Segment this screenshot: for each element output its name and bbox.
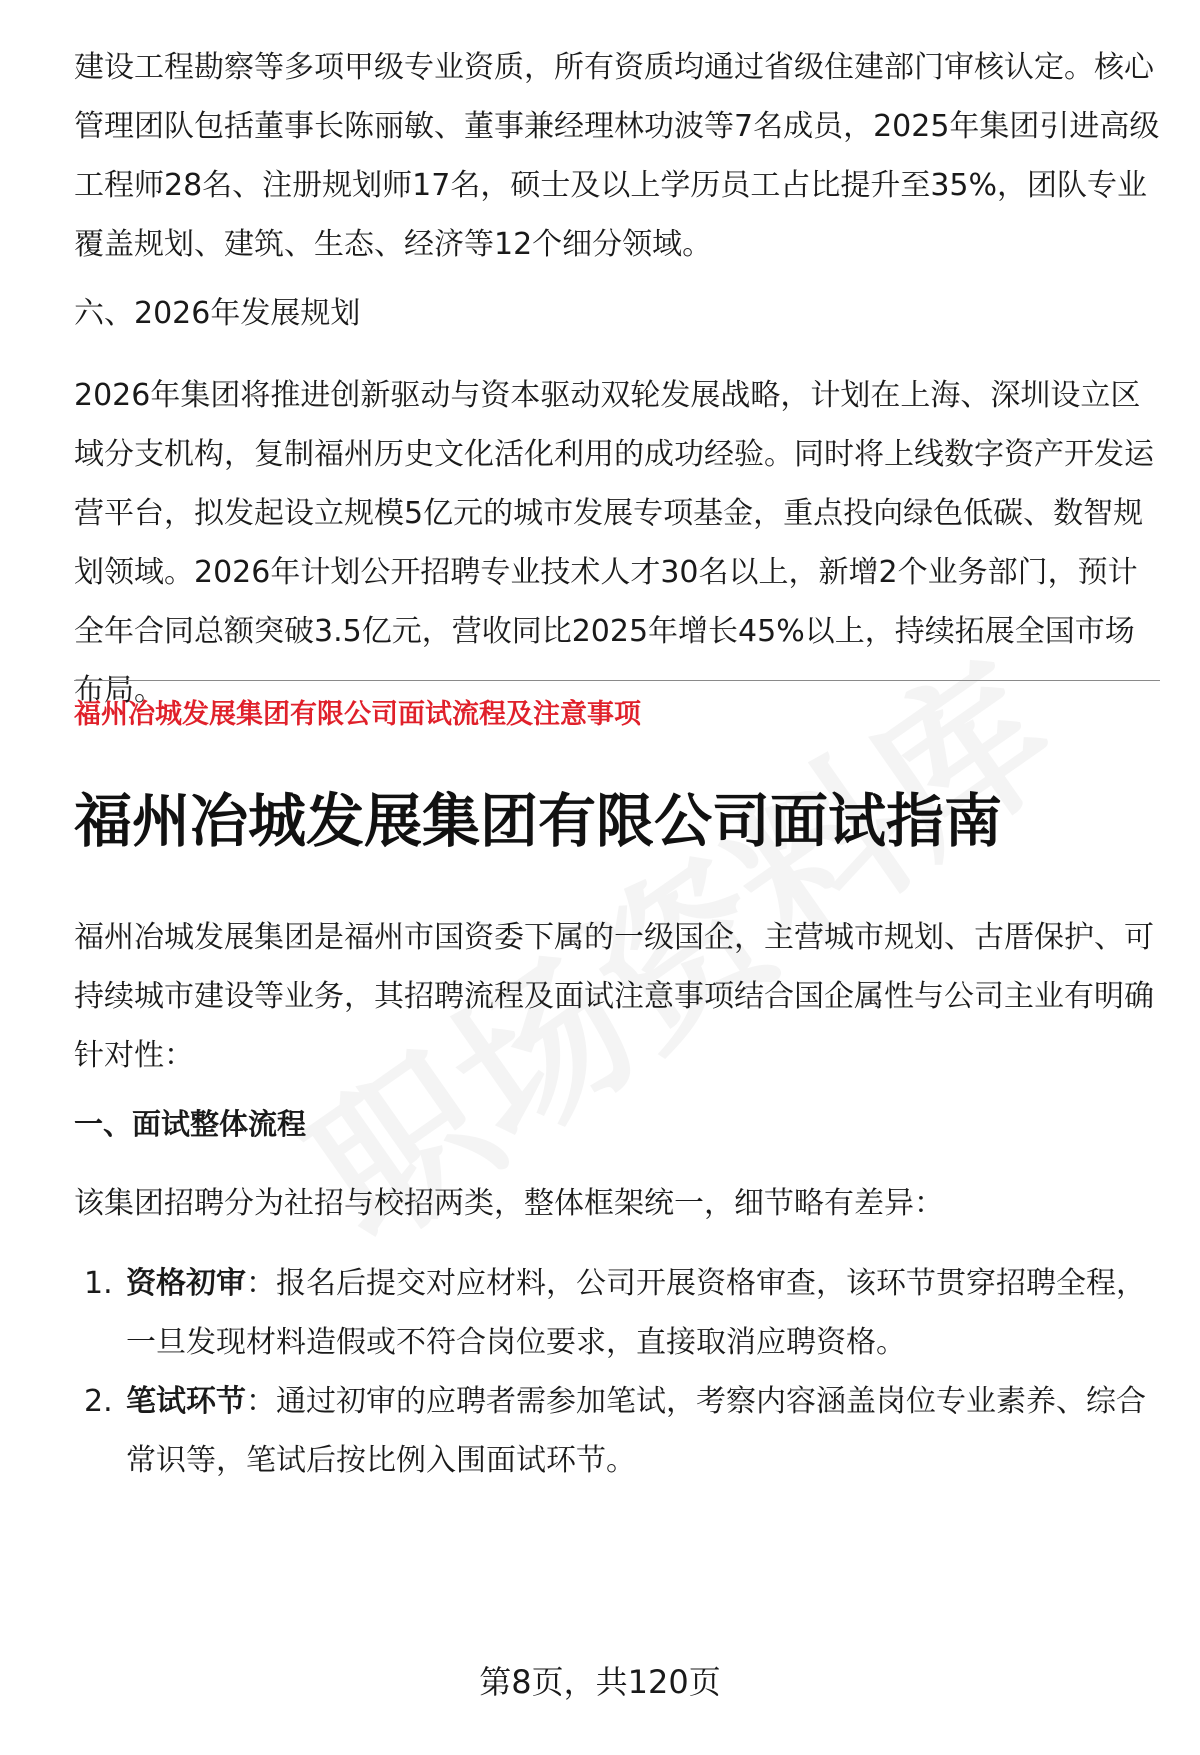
section6-body: 2026年集团将推进创新驱动与资本驱动双轮发展战略，计划在上海、深圳设立区域分支机构，复制福州历史文化活化利用的成功经验。同时将上线数字资产开发运营平台，拟发起设立规模5亿元的城市发展专项基金，重点投向绿色低碳、数智规划领域。2026年计划公开招聘专业技术人才30名以上，新增2个业务部门，预计全年合同总额突破3.5亿元，营收同比2025年增长45%以上，持续拓展全国市场布局。 (74, 378, 1154, 708)
list-item-label: 笔试环节 (126, 1384, 246, 1419)
red-section-title: 福州冶城发展集团有限公司面试流程及注意事项 (74, 699, 641, 730)
list-item-label: 资格初审 (126, 1266, 246, 1301)
divider (74, 680, 1160, 681)
intro-continuation-paragraph: 建设工程勘察等多项甲级专业资质，所有资质均通过省级住建部门审核认定。核心管理团队包括董事长陈丽敏、董事兼经理林功波等7名成员，2025年集团引进高级工程师28名、注册规划师17名，硕士及以上学历员工占比提升至35%，团队专业覆盖规划、建筑、生态、经济等12个细分领域。 (74, 50, 1160, 262)
list-item-number: 1. (84, 1266, 113, 1301)
list-item-text: ：通过初审的应聘者需参加笔试，考察内容涵盖岗位专业素养、综合常识等，笔试后按比例入围面试环节。 (126, 1384, 1146, 1478)
section1-intro: 该集团招聘分为社招与校招两类，整体框架统一，细节略有差异： (74, 1186, 944, 1221)
list-item (74, 1254, 1160, 1372)
section6-heading: 六、2026年发展规划 (74, 296, 361, 331)
guide-intro-paragraph: 福州冶城发展集团是福州市国资委下属的一级国企，主营城市规划、古厝保护、可持续城市建设等业务，其招聘流程及面试注意事项结合国企属性与公司主业有明确针对性： (74, 920, 1154, 1073)
page-footer: 第8页，共120页 (479, 1663, 721, 1701)
list-item-text: ：报名后提交对应材料，公司开展资格审查，该环节贯穿招聘全程，一旦发现材料造假或不符合岗位要求，直接取消应聘资格。 (126, 1266, 1146, 1360)
process-list (74, 1254, 1160, 1490)
list-item-number: 2. (84, 1384, 113, 1419)
main-title: 福州冶城发展集团有限公司面试指南 (74, 787, 1003, 855)
section1-heading: 一、面试整体流程 (74, 1107, 307, 1141)
list-item (74, 1372, 1160, 1490)
